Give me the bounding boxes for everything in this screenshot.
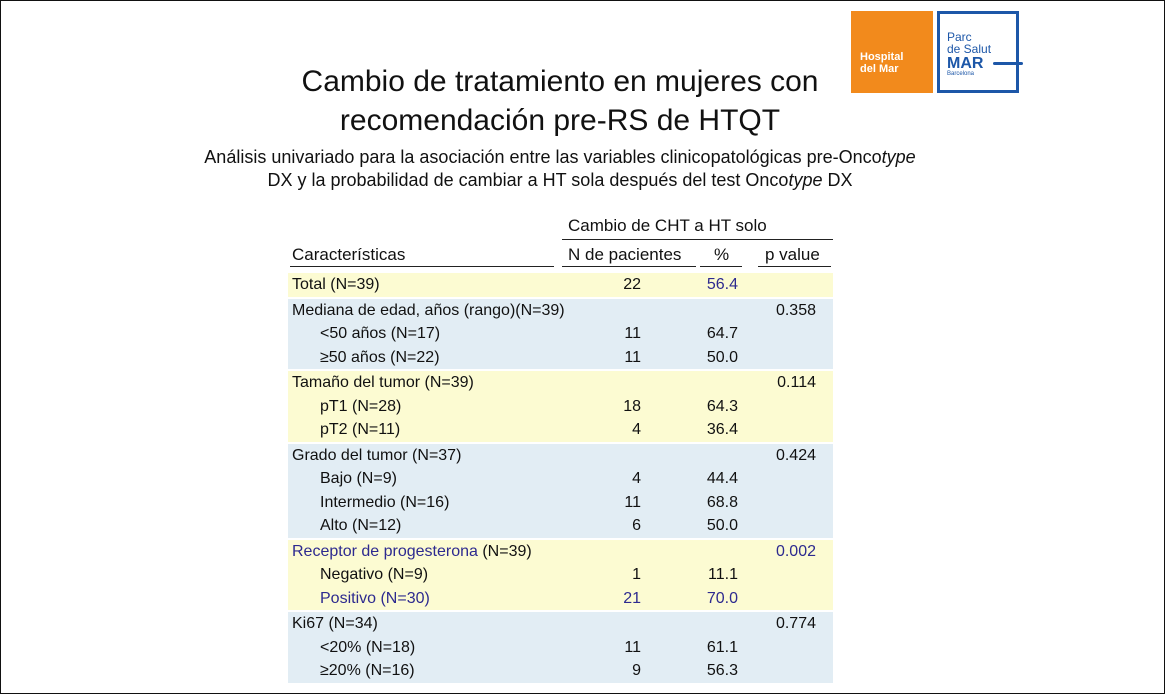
row-p-value: 0.424 xyxy=(775,446,816,464)
row-label: Grado del tumor (N=37) xyxy=(292,446,462,464)
band-progesterone xyxy=(288,538,833,611)
slide-subtitle xyxy=(130,146,990,192)
row-pct: 11.1 xyxy=(708,566,738,583)
row-pct: 50.0 xyxy=(706,517,738,534)
subtitle-line-1-text: Análisis univariado para la asociación entre las variables clinicopatológicas pre-Onco xyxy=(204,147,882,167)
parc-logo-line1: Parc xyxy=(947,30,972,44)
row-label: Positivo (N=30) xyxy=(320,589,430,607)
group-header: Cambio de CHT a HT solo xyxy=(568,216,767,235)
row-n: 4 xyxy=(632,421,641,438)
band-ki67 xyxy=(288,610,833,683)
row-pct: 44.4 xyxy=(706,470,738,487)
row-label: ≥20% (N=16) xyxy=(320,662,415,679)
title-line-2: recomendación pre-RS de HTQT xyxy=(339,104,781,137)
row-n: 22 xyxy=(623,276,641,293)
table-row xyxy=(288,659,833,683)
table-row xyxy=(288,636,833,660)
table-row xyxy=(288,346,833,370)
row-n: 11 xyxy=(624,348,641,366)
subtitle-line-2-tail: DX xyxy=(822,170,853,190)
band-tumor-grade xyxy=(288,442,833,538)
wave-icon xyxy=(993,62,1023,65)
band-total xyxy=(288,271,833,297)
row-label: Total (N=39) xyxy=(292,276,380,293)
row-label: pT2 (N=11) xyxy=(320,421,401,438)
row-label-rest: (N=39) xyxy=(477,542,532,560)
row-pct: 64.7 xyxy=(706,325,738,342)
row-p-value: 0.002 xyxy=(775,542,816,560)
subtitle-line-2 xyxy=(130,169,990,192)
table-row xyxy=(288,322,833,346)
results-table xyxy=(288,241,833,683)
row-pct: 36.4 xyxy=(706,421,738,438)
subtitle-line-2-em: type xyxy=(788,170,823,190)
header-underline-p xyxy=(758,266,831,267)
row-p-value: 0.358 xyxy=(775,301,816,319)
table-row xyxy=(288,444,833,468)
subtitle-line-1-em: type xyxy=(881,147,916,167)
table-row xyxy=(288,563,833,587)
row-n: 11 xyxy=(624,638,641,656)
table-row xyxy=(288,540,833,564)
row-label-accent: Receptor de progesterona xyxy=(292,542,478,560)
table-row xyxy=(288,273,833,297)
header-underline-pct xyxy=(700,266,742,267)
band-age xyxy=(288,297,833,370)
row-pct: 56.4 xyxy=(706,276,738,293)
header-n-patients: N de pacientes xyxy=(568,245,682,264)
header-underline-n xyxy=(562,266,696,267)
row-label xyxy=(292,543,532,561)
row-n: 11 xyxy=(624,493,641,511)
hospital-logo-line1: Hospital xyxy=(860,51,904,63)
row-label: Negativo (N=9) xyxy=(320,566,429,583)
table-row xyxy=(288,514,833,538)
group-header-rule xyxy=(562,239,833,240)
row-n: 1 xyxy=(632,566,641,583)
row-pct: 64.3 xyxy=(706,397,738,415)
header-characteristics: Características xyxy=(292,245,406,264)
row-n: 21 xyxy=(623,589,641,607)
header-p-value: p value xyxy=(765,245,820,264)
row-p-value: 0.774 xyxy=(775,615,816,632)
row-label: <20% (N=18) xyxy=(320,638,416,656)
row-pct: 68.8 xyxy=(706,493,738,511)
table-row xyxy=(288,299,833,323)
row-n: 6 xyxy=(632,517,641,534)
row-label: pT1 (N=28) xyxy=(320,397,402,415)
subtitle-line-2-text: DX y la probabilidad de cambiar a HT sola después del test Onco xyxy=(267,170,789,190)
row-label: Bajo (N=9) xyxy=(320,470,397,487)
row-label: Alto (N=12) xyxy=(320,517,402,534)
table-row xyxy=(288,418,833,442)
table-row xyxy=(288,491,833,515)
table-row xyxy=(288,587,833,611)
row-label: Ki67 (N=34) xyxy=(292,615,378,632)
hospital-logo-line2: del Mar xyxy=(860,63,899,75)
row-n: 9 xyxy=(632,662,641,679)
row-pct: 61.1 xyxy=(706,638,738,656)
parc-logo-line2: de Salut xyxy=(947,42,992,56)
band-tumor-size xyxy=(288,369,833,442)
table-header-row xyxy=(288,241,833,271)
row-pct: 56.3 xyxy=(706,662,738,679)
row-n: 11 xyxy=(624,325,641,342)
row-label: Intermedio (N=16) xyxy=(320,493,450,511)
table-row xyxy=(288,371,833,395)
row-label: Mediana de edad, años (rango)(N=39) xyxy=(292,301,565,319)
parc-logo-city: Barcelona xyxy=(947,71,975,77)
row-label: <50 años (N=17) xyxy=(320,325,441,342)
parc-de-salut-mar-logo xyxy=(937,11,1019,93)
subtitle-line-1 xyxy=(130,146,990,169)
row-n: 18 xyxy=(623,397,641,415)
table-row xyxy=(288,612,833,636)
title-line-1: Cambio de tratamiento en mujeres con xyxy=(301,65,819,98)
slide-title xyxy=(200,62,920,140)
row-label: Tamaño del tumor (N=39) xyxy=(292,374,474,391)
row-p-value: 0.114 xyxy=(777,374,816,391)
header-percent: % xyxy=(714,245,730,264)
table-row xyxy=(288,395,833,419)
row-pct: 70.0 xyxy=(706,589,738,607)
row-pct: 50.0 xyxy=(706,348,738,366)
row-n: 4 xyxy=(632,470,641,487)
parc-logo-mar: MAR xyxy=(947,55,984,72)
header-underline-characteristics xyxy=(290,266,554,267)
row-label: ≥50 años (N=22) xyxy=(320,348,440,366)
table-row xyxy=(288,467,833,491)
